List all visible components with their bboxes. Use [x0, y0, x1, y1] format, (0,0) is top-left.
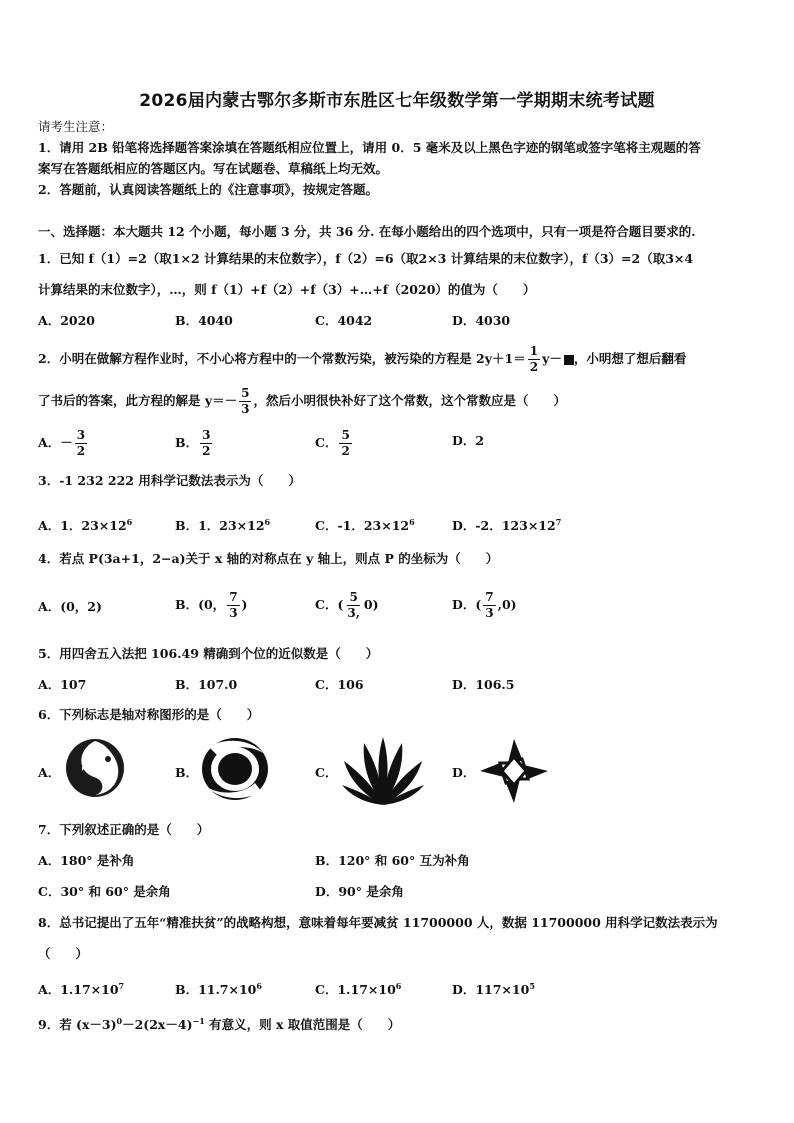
q5-option-a[interactable]: A．107 — [38, 677, 87, 692]
q4-option-d[interactable] — [452, 590, 517, 621]
q4-option-b[interactable] — [175, 590, 247, 621]
option-fraction — [339, 428, 351, 459]
q4-option-c[interactable] — [315, 590, 379, 621]
ink-blot-icon — [564, 355, 574, 365]
q3-option-b[interactable] — [175, 513, 270, 535]
q4-stem: 4．若点 P(3a+1，2−a)关于 x 轴的对称点在 y 轴上，则点 P 的坐标为（ ） — [38, 551, 499, 566]
q9-text-c: 有意义，则 x 取值范围是（ ） — [204, 1017, 401, 1033]
fraction-denominator: 2 — [341, 444, 350, 458]
q3-stem: 3．-1 232 222 用科学记数法表示为（ ） — [38, 473, 301, 488]
option-text: A．1.17×10 — [38, 982, 119, 998]
option-text: B．1．23×12 — [175, 518, 265, 534]
q8-stem-line1: 8．总书记提出了五年“精准扶贫”的战略构想，意味着每年要减贫 11700000 人，数据 11700000 用科学记数法表示为 — [38, 915, 718, 930]
q1-option-b[interactable]: B．4040 — [175, 313, 233, 328]
option-text: C．-1．23×12 — [315, 518, 410, 534]
q2-stem-line2 — [38, 386, 758, 417]
q2-option-d[interactable]: D．2 — [452, 433, 485, 448]
page-title: 2026届内蒙古鄂尔多斯市东胜区七年级数学第一学期期末统考试题 — [139, 91, 655, 111]
q6-option-c-label[interactable]: C． — [315, 765, 338, 780]
q2-text-e: ，然后小明很快补好了这个常数，这个常数应是（ ） — [253, 393, 566, 408]
q3-option-d[interactable] — [452, 513, 561, 535]
option-exponent: 6 — [126, 517, 133, 527]
q8-option-c[interactable] — [315, 977, 401, 999]
q8-option-d[interactable] — [452, 977, 535, 999]
fraction-denominator: 2 — [529, 360, 539, 374]
q7-option-b[interactable]: B．120° 和 60° 互为补角 — [315, 853, 470, 868]
option-label: D．( — [452, 597, 482, 612]
q2-option-b[interactable] — [175, 428, 214, 459]
q1-option-a[interactable]: A．2020 — [38, 313, 95, 328]
q2-stem-line1 — [38, 344, 758, 375]
q5-stem: 5．用四舍五入法把 106.49 精确到个位的近似数是（ ） — [38, 646, 379, 661]
notice-item-1a: 1．请用 2B 铅笔将选择题答案涂填在答题纸相应位置上，请用 0．5 毫米及以上黑色字迹的钢笔或签字笔将主观题的答 — [38, 140, 701, 155]
option-text: B．11.7×10 — [175, 982, 257, 998]
option-label: A．－ — [38, 435, 73, 450]
q6-option-b-label[interactable]: B． — [175, 765, 199, 780]
q2-option-a[interactable] — [38, 428, 89, 459]
q7-option-d[interactable]: D．90° 是余角 — [315, 884, 404, 899]
option-end: ) — [241, 597, 248, 612]
option-end: ,0) — [497, 597, 517, 612]
fraction-denominator: 3, — [347, 606, 360, 620]
q6-option-a-label[interactable]: A． — [38, 765, 61, 780]
q2-text-c: ，小明想了想后翻看 — [573, 351, 687, 366]
q2-option-c[interactable] — [315, 428, 354, 459]
q1-stem-line2: 计算结果的末位数字），…，则 f（1）+f（2）+f（3）+…+f（2020）的值为（ ） — [38, 282, 536, 297]
q7-stem: 7．下列叙述正确的是（ ） — [38, 822, 210, 837]
option-label: C．( — [315, 597, 344, 612]
option-exponent: 6 — [409, 517, 415, 527]
q3-option-a[interactable] — [38, 513, 132, 535]
fraction-numerator: 5 — [241, 386, 250, 400]
option-exponent: 5 — [529, 981, 535, 991]
fraction-numerator: 3 — [76, 428, 86, 442]
fraction-denominator: 3 — [241, 402, 250, 416]
q5-option-b[interactable]: B．107.0 — [175, 677, 238, 692]
option-fraction — [483, 590, 495, 621]
q2-fraction-solution — [239, 386, 251, 417]
option-label: C． — [315, 435, 338, 450]
crescent-ring-logo-icon — [199, 735, 271, 803]
option-label: B． — [175, 435, 199, 450]
option-end: 0) — [363, 597, 379, 612]
q7-option-c[interactable]: C．30° 和 60° 是余角 — [38, 884, 171, 899]
fraction-numerator: 5 — [349, 590, 358, 604]
q9-stem — [38, 1012, 758, 1034]
notice-item-1b: 案写在答题纸相应的答题区内。写在试题卷、草稿纸上均无效。 — [38, 161, 389, 176]
option-text: C．1.17×10 — [315, 982, 396, 998]
swirl-circle-logo-icon — [64, 737, 126, 799]
q6-stem: 6．下列标志是轴对称图形的是（ ） — [38, 707, 260, 722]
option-exponent: 7 — [555, 517, 562, 527]
q2-text-d: 了书后的答案，此方程的解是 y＝－ — [38, 393, 238, 408]
fraction-denominator: 3 — [229, 606, 238, 620]
q1-option-c[interactable]: C．4042 — [315, 313, 373, 328]
q9-text-a: 9．若 (x－3) — [38, 1017, 117, 1033]
fraction-denominator: 2 — [76, 444, 86, 458]
fraction-numerator: 7 — [229, 590, 238, 604]
fraction-numerator: 5 — [341, 428, 350, 442]
q9-text-b: －2(2x－4) — [122, 1017, 193, 1033]
arrow-star-logo-icon — [478, 737, 550, 805]
q6-option-d-label[interactable]: D． — [452, 765, 476, 780]
option-text: D．-2．123×12 — [452, 518, 556, 534]
q8-option-a[interactable] — [38, 977, 124, 999]
fraction-numerator: 3 — [202, 428, 211, 442]
q2-text-a: 2．小明在做解方程作业时，不小心将方程中的一个常数污染，被污染的方程是 2y＋1＝ — [38, 351, 526, 366]
q4-option-a[interactable]: A．(0，2) — [38, 599, 102, 614]
option-text: A．1．23×12 — [38, 518, 127, 534]
notice-heading: 请考生注意： — [38, 119, 114, 134]
q7-option-a[interactable]: A．180° 是补角 — [38, 853, 135, 868]
option-exponent: 6 — [395, 981, 402, 991]
option-exponent: 7 — [118, 981, 125, 991]
option-fraction — [227, 590, 239, 621]
q8-stem-line2: （ ） — [38, 946, 89, 961]
section-heading: 一、选择题：本大题共 12 个小题，每小题 3 分，共 36 分. 在每小题给出的四个选项中，只有一项是符合题目要求的. — [38, 224, 696, 239]
q9-exponent-neg1: −1 — [192, 1016, 205, 1026]
fraction-numerator: 1 — [529, 344, 539, 358]
q2-text-b: y－ — [542, 351, 562, 366]
q5-option-c[interactable]: C．106 — [315, 677, 364, 692]
fraction-numerator: 7 — [485, 590, 494, 604]
q1-stem-line1: 1．已知 f（1）=2（取1×2 计算结果的末位数字），f（2）=6（取2×3 计算结果的末位数字），f（3）=2（取3×4 — [38, 251, 694, 266]
option-fraction — [75, 428, 87, 459]
option-exponent: 6 — [264, 517, 271, 527]
option-label: B．(0， — [175, 597, 226, 612]
option-fraction — [345, 590, 362, 621]
q3-option-c[interactable] — [315, 513, 415, 535]
q5-option-d[interactable]: D．106.5 — [452, 677, 515, 692]
q9-exponent-0: 0 — [116, 1016, 123, 1026]
notice-item-2: 2．答题前，认真阅读答题纸上的《注意事项》，按规定答题。 — [38, 182, 378, 197]
petal-fan-logo-icon — [340, 733, 426, 809]
fraction-denominator: 3 — [485, 606, 494, 620]
q2-fraction-half — [528, 344, 540, 375]
option-text: D．117×10 — [452, 982, 530, 998]
fraction-denominator: 2 — [202, 444, 211, 458]
option-fraction — [200, 428, 212, 459]
q1-option-d[interactable]: D．4030 — [452, 313, 511, 328]
option-exponent: 6 — [256, 981, 262, 991]
q8-option-b[interactable] — [175, 977, 262, 999]
